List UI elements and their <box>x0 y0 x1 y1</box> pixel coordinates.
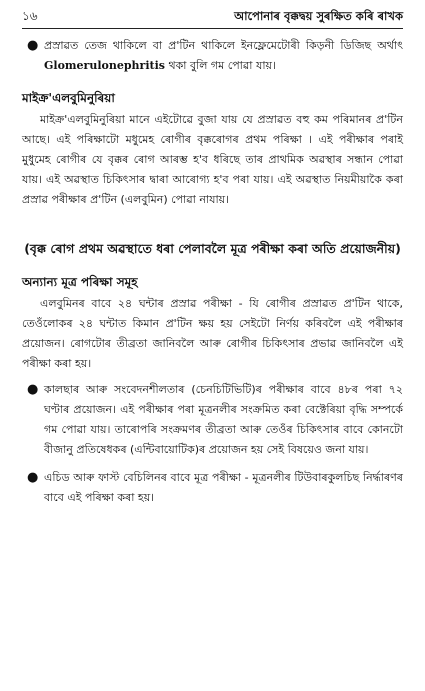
heading-microalbuminuria: মাইক্ৰ'এলবুমিনুৰিয়া <box>22 91 115 105</box>
bullet-glomerulonephritis <box>22 36 403 76</box>
page-number: ১৬ <box>22 9 38 23</box>
glomerulonephritis-term: Glomerulonephritis <box>44 59 165 72</box>
bullet-text <box>44 36 403 76</box>
bullet-afb-test <box>22 468 403 508</box>
bullet-text: এচিড আৰু ফাস্ট বেচিলিনৰ বাবে মূত্ৰ পৰীক্ষা - মূত্ৰনলীৰ টিউবাৰকুলচিছ নিৰ্দ্ধাৰণৰ বাবে এই পৰিক্ষা কৰা হয়। <box>44 471 403 504</box>
callout-note: (বৃক্ক ৰোগ প্ৰথম অৱস্থাতে ধৰা পেলাবলৈ মূত্ৰ পৰীক্ষা কৰা অতি প্ৰয়োজনীয়) <box>24 241 401 256</box>
paragraph-24h-albumin: এলবুমিনৰ বাবে ২৪ ঘন্টাৰ প্ৰস্ৰাৱ পৰীক্ষা - যি ৰোগীৰ প্ৰস্ৰাৱত প্ৰ'টিন থাকে, তেওঁলোকৰ ২৪ ঘন্টাত কিমান প্ৰ'টিন ক্ষয় হয় সেইটো নিৰ্ণয় কৰিবলৈ এই পৰীক্ষাৰ প্ৰয়োজন। ৰোগটোৰ তীব্ৰতা জানিবলৈ আৰু ৰোগীৰ চিকিৎসাৰ প্ৰভাৱ জানিবলৈ এই পৰীক্ষা কৰা হয়। <box>22 297 403 370</box>
running-head: আপোনাৰ বৃক্কদ্বয় সুৰক্ষিত কৰি ৰাখক <box>234 9 403 23</box>
bullet-culture-sensitivity <box>22 380 403 460</box>
bullet-text-before: প্ৰস্ৰাৱত তেজ থাকিলে বা প্ৰ'টিন থাকিলে ইনফ্লেমেটোৰী কিড়নী ডিজিছ অৰ্থাৎ <box>44 39 403 52</box>
bullet-dot: ● <box>27 382 39 397</box>
page-content <box>22 36 403 508</box>
bullet-text-after: থকা বুলি গম পোৱা যায়। <box>164 59 276 72</box>
bullet-dot: ● <box>27 470 39 485</box>
bullet-dot: ● <box>27 38 39 53</box>
bullet-text: কালছাৰ আৰু সংবেদনশীলতাৰ (চেনচিটিভিটি)ৰ পৰীক্ষাৰ বাবে ৪৮ৰ পৰা ৭২ ঘণ্টাৰ প্ৰয়োজন। এই পৰীক্ষাৰ পৰা মূত্ৰনলীৰ সংক্ৰমিত কৰা বেক্টেৰিয়া বৃদ্ধি সম্পৰ্কে গম পোৱা যায়। তাৰোপৰি সংক্ৰমণৰ তীব্ৰতা আৰু তেওঁৰ চিকিৎসাৰ বাবে কোনটো বীজানু প্ৰতিষেধকৰ (এন্টিবায়োটিক)ৰ প্ৰয়োজন হয় সেই বিষয়েও জনা যায়। <box>44 383 403 456</box>
page-header <box>22 6 403 29</box>
heading-other-urine-tests: অন্যান্য মূত্ৰ পৰিক্ষা সমূহ <box>22 275 138 289</box>
paragraph-microalbuminuria: মাইক্ৰ'এলবুমিনুৰিয়া মানে এইটোৱে বুজা যায় যে প্ৰস্ৰাৱত বহু কম পৰিমানৰ প্ৰ'টিন আছে। এই পৰিক্ষাটো মধুমেহ ৰোগীৰ বৃক্কৰোগৰ প্ৰথম পৰিক্ষা । এই পৰীক্ষাৰ পৰাই মুধুমেহ ৰোগীৰ যে বৃক্কৰ ৰোগ আৰম্ভ হ'ব ধৰিছে তাৰ প্ৰাথমিক অৱস্থাৰ সন্ধান পোৱা যায়। এই অৱস্থাত চিকিৎসাৰ দ্বাৰা আৰোগ্য হ'ব পৰা যায়। এই অৱস্থাত নিয়মীয়াকৈ কৰা প্ৰস্ৰাৱ পৰীক্ষাৰ প্ৰ'টিন (এলবুমিন) পোৱা নাযায়। <box>22 113 403 206</box>
